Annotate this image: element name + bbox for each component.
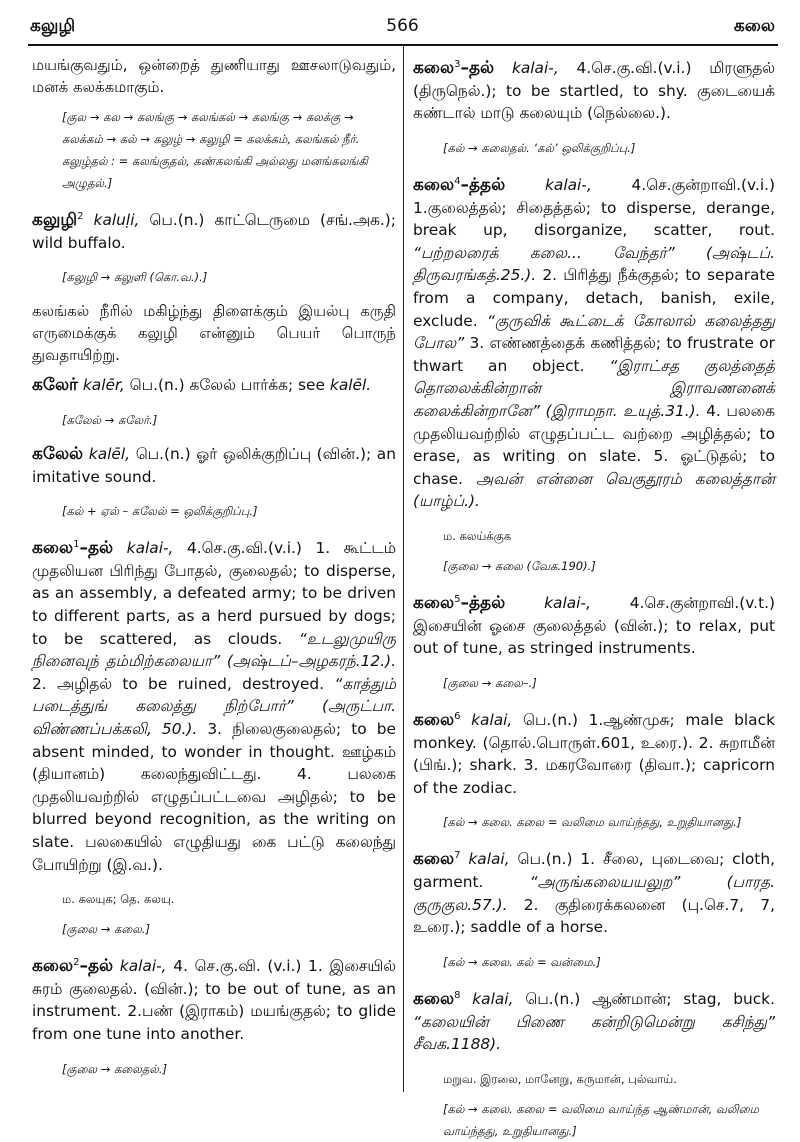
definition: பெ.(n.) ஆண்மான்; stag, buck. xyxy=(525,989,775,1008)
etymology: [குலை → கலை.] xyxy=(62,922,150,937)
definition: பெ.(n.) ஓர் ஒலிக்குறிப்பு (வின்.); an imitative sound. xyxy=(32,444,396,486)
headword: கலை xyxy=(413,709,455,730)
quotation: அவன் என்னை வெகுதூரம் கலைத்தான் (யாழ்ப்.). xyxy=(413,469,775,511)
headword: கலை xyxy=(413,988,455,1009)
header-right-guideword: கலை xyxy=(733,16,775,36)
etymology: [கல் → கலை. கல் = வன்மை.] xyxy=(443,954,601,969)
headword: கலேர் xyxy=(32,375,78,396)
definition: 2. குதிரைக்கலனை (பு.செ.7, 7, உரை.); saddle of a horse. xyxy=(413,895,775,937)
quotation: “அருங்கலையயலுற” (பாரத. குருகுல.57.). xyxy=(413,873,775,914)
quotation: “கலையின் பிணை கன்றிடுமென்று கசிந்து” சீவக.1188). xyxy=(413,1012,775,1054)
etymology: [கலுழி → கலுளி (கொ.வ.).] xyxy=(62,270,208,285)
definition: பெ.(n.) கலேல் பார்க்க; see xyxy=(129,376,326,395)
headword: கலை xyxy=(413,849,455,870)
definition: 2. அழிதல் to be ruined, destroyed. xyxy=(32,674,325,693)
note: கலங்கல் நீரில் மகிழ்ந்து திளைக்கும் இயல்பு கருதி எருமைக்குக் கலுழி என்னும் பெயர் பொருந் துவதாயிற்று. xyxy=(32,302,396,365)
cross-reference: kalēl. xyxy=(329,376,372,395)
entry-kalai-5 xyxy=(413,589,775,660)
headword: கலை xyxy=(32,956,74,977)
page-header xyxy=(30,14,775,44)
quotation: “பற்றலரைக் கலை... வேந்தர்” (அஷ்டப். திருவரங்கத்.25.). xyxy=(413,243,775,285)
definition: 4.செ.குன்றாவி.(v.i.) 1.குலைத்தல்; சிதைத்தல்; to disperse, derange, break up, disorganize, scatter, rout. xyxy=(413,176,775,240)
headword: கலை xyxy=(413,58,455,79)
homograph-number: 5 xyxy=(454,593,461,605)
homograph-number: 2 xyxy=(77,211,84,222)
entry-kalai-4 xyxy=(413,171,775,513)
etymology: [கலேல் → கலேர்.] xyxy=(62,412,158,427)
column-divider xyxy=(403,46,404,1092)
quotation: “உடலுமுயிரு நினைவுந் தம்மிற்கலையா” (அஷ்டப்–அழகரந்.12.). xyxy=(32,629,396,671)
transliteration: kalai-, xyxy=(126,539,174,558)
etymology: [கல் → கலை. கலை = வலிமை வாய்ந்தது, உறுதியானது.] xyxy=(443,815,742,830)
transliteration: kalai-, xyxy=(511,59,559,78)
homograph-number: 3 xyxy=(454,59,461,70)
headword: கலேல் xyxy=(32,443,84,464)
transliteration: kalēl, xyxy=(88,444,131,463)
definition: பெ.(n.) காட்டெருமை (சங்.அக.); wild buffalo. xyxy=(32,211,396,252)
headword-suffix: –தல் xyxy=(79,956,114,977)
entry-kaluli-2 xyxy=(32,206,396,254)
transliteration: kalai-, xyxy=(544,176,592,195)
definition: 4.செ.கு.வி.(v.i.) 1. கூட்டம் முதலியன பிரிந்து போதல், குலைதல்; to disperse, as an assembly, a defeated army; to be driven to different parts, as a herd pursued by dogs; to be scattered, as clouds. xyxy=(32,539,396,648)
headword-suffix: –த்தல் xyxy=(460,593,506,614)
entry-kalel xyxy=(32,443,396,488)
transliteration: kalai, xyxy=(471,710,513,729)
definition: 4. செ.கு.வி. (v.i.) 1. இசையில் சுரம் குலைதல். (வின்.); to be out of tune, as an instrument. 2.பண் (இராகம்) மயங்குதல்; to glide from one tune into another. xyxy=(32,957,396,1044)
definition: 4. பலகை முதலியவற்றில் எழுதப்பட்ட வற்றை அழித்தல்; to erase, as writing on slate. 5. ஓட்டுதல்; to chase. xyxy=(413,401,775,488)
page-number: 566 xyxy=(386,16,419,36)
homograph-number: 1 xyxy=(73,539,80,551)
homograph-number: 6 xyxy=(454,710,461,722)
transliteration: kalai, xyxy=(472,989,514,1008)
quotation: “இராட்சத குலத்தைத் தொலைக்கின்றான் இராவணனைக் கலைக்கின்றானே” (இராமநா. உயுத்.31.). xyxy=(413,356,775,420)
homograph-number: 8 xyxy=(454,989,461,1001)
entry-kalai-6 xyxy=(413,706,775,800)
entry-kalai-3 xyxy=(413,54,775,125)
entry-kalai-8 xyxy=(413,985,775,1056)
transliteration: kalai, xyxy=(468,850,510,869)
header-left-guideword: கலுழி xyxy=(30,16,76,36)
etymology: [குலை → கலைதல்.] xyxy=(62,1061,167,1076)
transliteration: kaluḷi, xyxy=(93,211,140,230)
quotation: “காத்தும் படைத்துங் கலைத்து நிற்போர்” (அருட்பா. விண்ணப்பக்கலி, 50.). xyxy=(32,674,396,738)
etymology: [கல் → கலை. கலை = வலிமை வாய்ந்த ஆண்மான், வலிமை வாய்ந்தது, உறுதியானது.] xyxy=(443,1101,759,1138)
etymology: [குல → கல → கலங்கு → கலங்கல் → கலங்கு → கலக்கு → கலக்கம் → கல் → கலுழ் → கலுழி = கலக்கம், கலங்கல் நீர். கலுழ்தல் : = கலங்குதல், கண்கலங்கி அல்லது மனங்கலங்கி அழுதல்.] xyxy=(62,110,368,190)
etymology: [கல் → கலைதல். ‘கல்’ ஒலிக்குறிப்பு.] xyxy=(443,140,636,155)
left-column xyxy=(32,54,396,1094)
homograph-number: 7 xyxy=(454,850,461,862)
cognates: ம. கலயுக; தெ. கலயு. xyxy=(62,892,175,907)
homograph-number: 2 xyxy=(73,957,80,969)
headword: கலை xyxy=(413,175,455,196)
continued-text: மயங்குவதும், ஒன்றைத் துணியாது ஊசலாடுவதும், மனக் கலக்கமாகும். xyxy=(32,56,396,96)
definition: 3. நிலைகுலைதல்; to be absent minded, to wonder in thought. ஊழ்கம் (தியானம்) கலைந்துவிட்டது. 4. பலகை முதலியவற்றில் எழுதப்பட்டவை அழிதல்; to be blurred beyond recognition, as the writing on slate. பலகையில் எழுதியது கை பட்டு கலைந்து போயிற்று (இ.வ.). xyxy=(32,719,396,874)
entry-kalai-2 xyxy=(32,952,396,1046)
headword-suffix: –தல் xyxy=(79,538,114,559)
headword-suffix: –த்தல் xyxy=(460,175,506,196)
transliteration: kalai-, xyxy=(544,594,591,613)
definition: பெ.(n.) 1.ஆண்முசு; male black monkey. (தொல்.பொருள்.601, உரை.). 2. சுறாமீன் (பிங்.); shark. 3. மகரவோரை (திவா.); capricorn of the zodiac. xyxy=(413,710,775,797)
definition: 3. எண்ணத்தைக் கணித்தல்; to frustrate or thwart an object. xyxy=(413,334,775,375)
headword: கலுழி xyxy=(32,210,78,231)
headword: கலை xyxy=(413,593,455,614)
entry-kalai-1 xyxy=(32,534,396,876)
transliteration: kalēr, xyxy=(82,376,125,395)
right-column xyxy=(413,54,775,1138)
cognates: ம. கலய்க்குக xyxy=(443,528,512,543)
etymology: [குலை → கலை (வேக.190).] xyxy=(443,558,596,573)
entry-kalai-7 xyxy=(413,845,775,939)
headword-suffix: –தல் xyxy=(460,58,495,79)
definition: பெ.(n.) 1. சீலை, புடைவை; cloth, garment. xyxy=(413,850,775,892)
entry-kaler xyxy=(32,374,396,397)
definition: 2. பிரித்து நீக்குதல்; to separate from a company, detach, banish, exile, exclude. xyxy=(413,266,775,330)
etymology: [குலை → கலை–.] xyxy=(443,675,537,690)
synonyms: மறுவ. இரலை, மானேறு, கருமான், புல்வாய். xyxy=(443,1071,677,1086)
etymology: [கல் + ஏல் – கலேல் = ஒலிக்குறிப்பு.] xyxy=(62,504,258,519)
transliteration: kalai-, xyxy=(119,957,167,976)
definition: 4.செ.கு.வி.(v.i.) மிரளுதல் (திருநெல்.); to be startled, to shy. குடையைக் கண்டால் மாடு கலையும் (நெல்லை.). xyxy=(413,59,775,123)
definition: 4.செ.குன்றாவி.(v.t.) இசையின் ஓசை குலைத்தல் (வின்.); to relax, put out of tune, as stringed instruments. xyxy=(413,594,775,658)
headword: கலை xyxy=(32,538,74,559)
quotation: “குருவிக் கூட்டைக் கோலால் கலைத்தது போல” xyxy=(413,311,775,353)
homograph-number: 4 xyxy=(454,175,461,187)
